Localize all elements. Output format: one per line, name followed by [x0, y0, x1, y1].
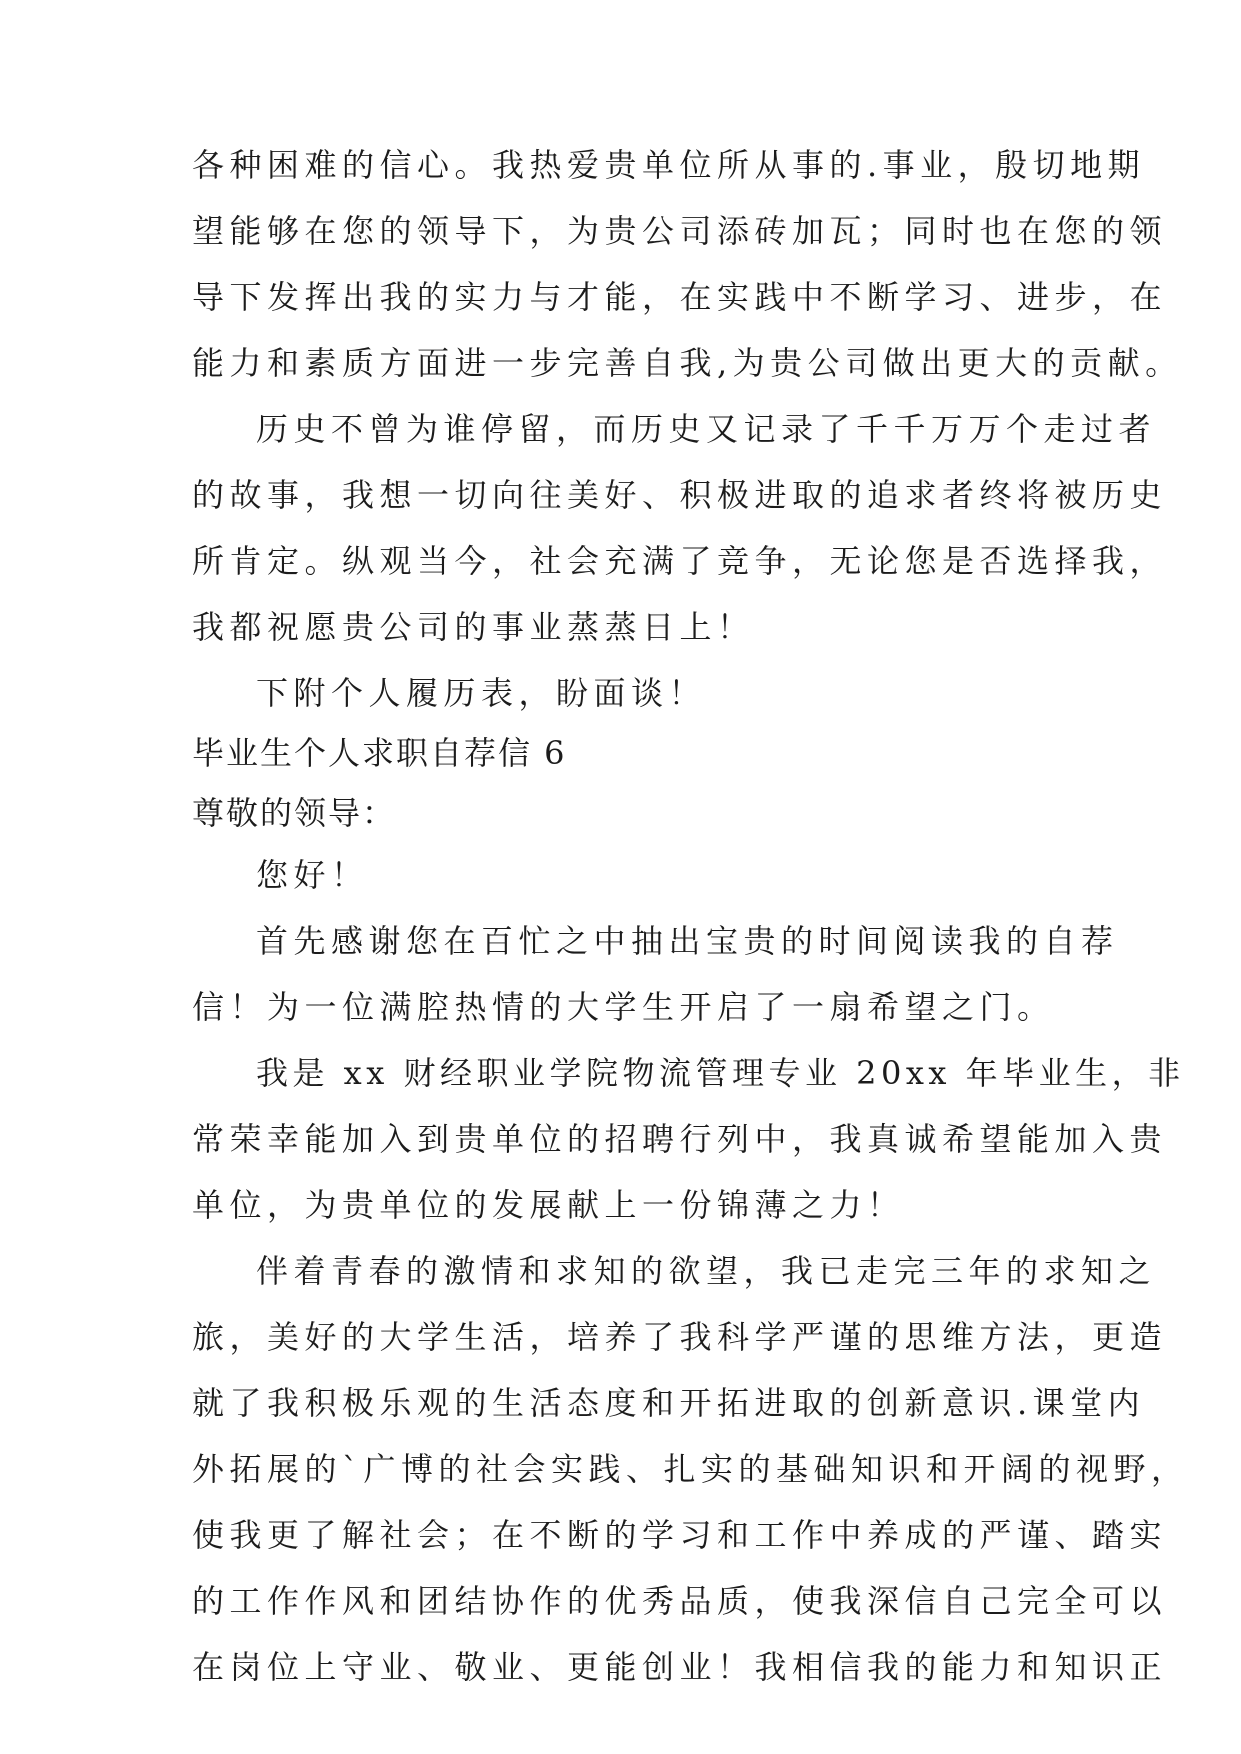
text-line: 各种困难的信心。我热爱贵单位所从事的.事业，殷切地期 [192, 146, 1146, 184]
salutation: 尊敬的领导： [192, 794, 397, 832]
text-line: 的工作作风和团结协作的优秀品质，使我深信自己完全可以 [192, 1582, 1168, 1620]
paragraph-start: 下附个人履历表，盼面谈！ [256, 674, 707, 712]
paragraph-start: 伴着青春的激情和求知的欲望，我已走完三年的求知之 [256, 1252, 1157, 1290]
text-line: 在岗位上守业、敬业、更能创业！我相信我的能力和知识正 [192, 1648, 1168, 1686]
greeting: 您好！ [256, 856, 369, 894]
paragraph-start: 历史不曾为谁停留，而历史又记录了千千万万个走过者 [256, 410, 1157, 448]
paragraph-start: 我是 xx 财经职业学院物流管理专业 20xx 年毕业生，非 [256, 1054, 1185, 1092]
text-line: 的故事，我想一切向往美好、积极进取的追求者终将被历史 [192, 476, 1168, 514]
paragraph-start: 首先感谢您在百忙之中抽出宝贵的时间阅读我的自荐 [256, 922, 1119, 960]
text-line: 信！为一位满腔热情的大学生开启了一扇希望之门。 [192, 988, 1055, 1026]
text-line: 单位，为贵单位的发展献上一份锦薄之力！ [192, 1186, 905, 1224]
text-line: 就了我积极乐观的生活态度和开拓进取的创新意识.课堂内 [192, 1384, 1146, 1422]
text-line: 所肯定。纵观当今，社会充满了竞争，无论您是否选择我， [192, 542, 1168, 580]
text-line: 使我更了解社会；在不断的学习和工作中养成的严谨、踏实 [192, 1516, 1168, 1554]
text-line: 能力和素质方面进一步完善自我,为贵公司做出更大的贡献。 [192, 344, 1183, 382]
text-line: 外拓展的`广博的社会实践、扎实的基础知识和开阔的视野， [192, 1450, 1189, 1488]
text-line: 导下发挥出我的实力与才能，在实践中不断学习、进步，在 [192, 278, 1168, 316]
text-line: 我都祝愿贵公司的事业蒸蒸日上！ [192, 608, 755, 646]
section-title: 毕业生个人求职自荐信 6 [192, 734, 567, 772]
text-line: 旅，美好的大学生活，培养了我科学严谨的思维方法，更造 [192, 1318, 1168, 1356]
text-line: 望能够在您的领导下，为贵公司添砖加瓦；同时也在您的领 [192, 212, 1168, 250]
text-line: 常荣幸能加入到贵单位的招聘行列中，我真诚希望能加入贵 [192, 1120, 1168, 1158]
